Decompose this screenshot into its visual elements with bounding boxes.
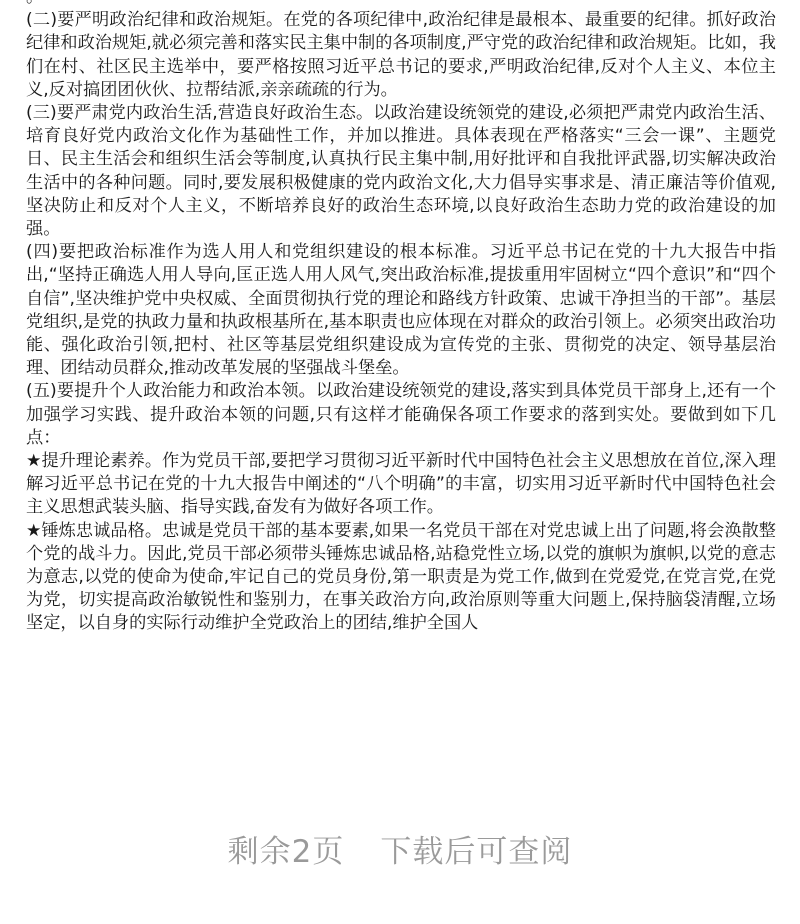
read-more-banner[interactable]: [0, 826, 800, 871]
content-fade-overlay: [0, 760, 800, 830]
paragraph-loyalty: ★锤炼忠诚品格。忠诚是党员干部的基本要素,如果一名党员干部在对党忠诚上出了问题,将会涣散整个党的战斗力。因此,党员干部必须带头锤炼忠诚品格,站稳党性立场,以党的旗帜为旗帜,以党的意志为意志,以党的使命为使命,牢记自己的党员身份,第一职责是为党工作,做到在党爱党,在党言党,在党为党，切实提高政治敏锐性和鉴别力，在事关政治方向,政治原则等重大问题上,保持脑袋清醒,立场坚定，以自身的实际行动维护全党政治上的团结,维护全国人: [26, 520, 776, 634]
download-hint-label[interactable]: 下载后可查阅: [380, 834, 573, 870]
paragraph-section-5: (五)要提升个人政治能力和政治本领。以政治建设统领党的建设,落实到具体党员干部身上,还有一个加强学习实践、提升政治本领的问题,只有这样才能确保各项工作要求的落到实处。要做到如下几点：: [26, 381, 776, 448]
partial-line: [26, 0, 776, 9]
paragraph-section-2: (二)要严明政治纪律和政治规矩。在党的各项纪律中,政治纪律是最根本、最重要的纪律。抓好政治纪律和政治规矩,就必须完善和落实民主集中制的各项制度,严守党的政治纪律和政治规矩。比如，我们在村、社区民主选举中，要严格按照习近平总书记的要求,严明政治纪律,反对个人主义、本位主义,反对搞团团伙伙、拉帮结派,亲亲疏疏的行为。: [26, 10, 776, 100]
paragraph-theory: ★提升理论素养。作为党员干部,要把学习贯彻习近平新时代中国特色社会主义思想放在首位,深入理解习近平总书记在党的十九大报告中阐述的“八个明确”的丰富，切实用习近平新时代中国特色社会主义思想武装头脑、指导实践,奋发有为做好各项工作。: [26, 451, 776, 518]
document-body: [26, 0, 776, 636]
paragraph-section-3: (三)要严肃党内政治生活,营造良好政治生态。以政治建设统领党的建设,必须把严肃党内政治生活、培育良好党内政治文化作为基础性工作，并加以推进。具体表现在严格落实“三会一课”、主题党日、民主生活会和组织生活会等制度,认真执行民主集中制,用好批评和自我批评武器,切实解决政治生活中的各种问题。同时,要发展积极健康的党内政治文化,大力倡导实事求是、清正廉洁等价值观,坚决防止和反对个人主义，不断培养良好的政治生态环境,以良好政治生态助力党的政治建设的加强。: [26, 103, 776, 240]
remaining-pages-label: 剩余2页: [227, 834, 345, 870]
paragraph-section-4: (四)要把政治标准作为选人用人和党组织建设的根本标准。习近平总书记在党的十九大报告中指出,“坚持正确选人用人导向,匡正选人用人风气,突出政治标准,提拔重用牢固树立“四个意识”和“四个自信”,坚决维护党中央权威、全面贯彻执行党的理论和路线方针政策、忠诚干净担当的干部”。基层党组织,是党的执政力量和执政根基所在,基本职责也应体现在对群众的政治引领上。必须突出政治功能、强化政治引领,把村、社区等基层党组织建设成为宣传党的主张、贯彻党的决定、领导基层治理、团结动员群众,推动改革发展的坚强战斗堡垒。: [26, 242, 776, 379]
